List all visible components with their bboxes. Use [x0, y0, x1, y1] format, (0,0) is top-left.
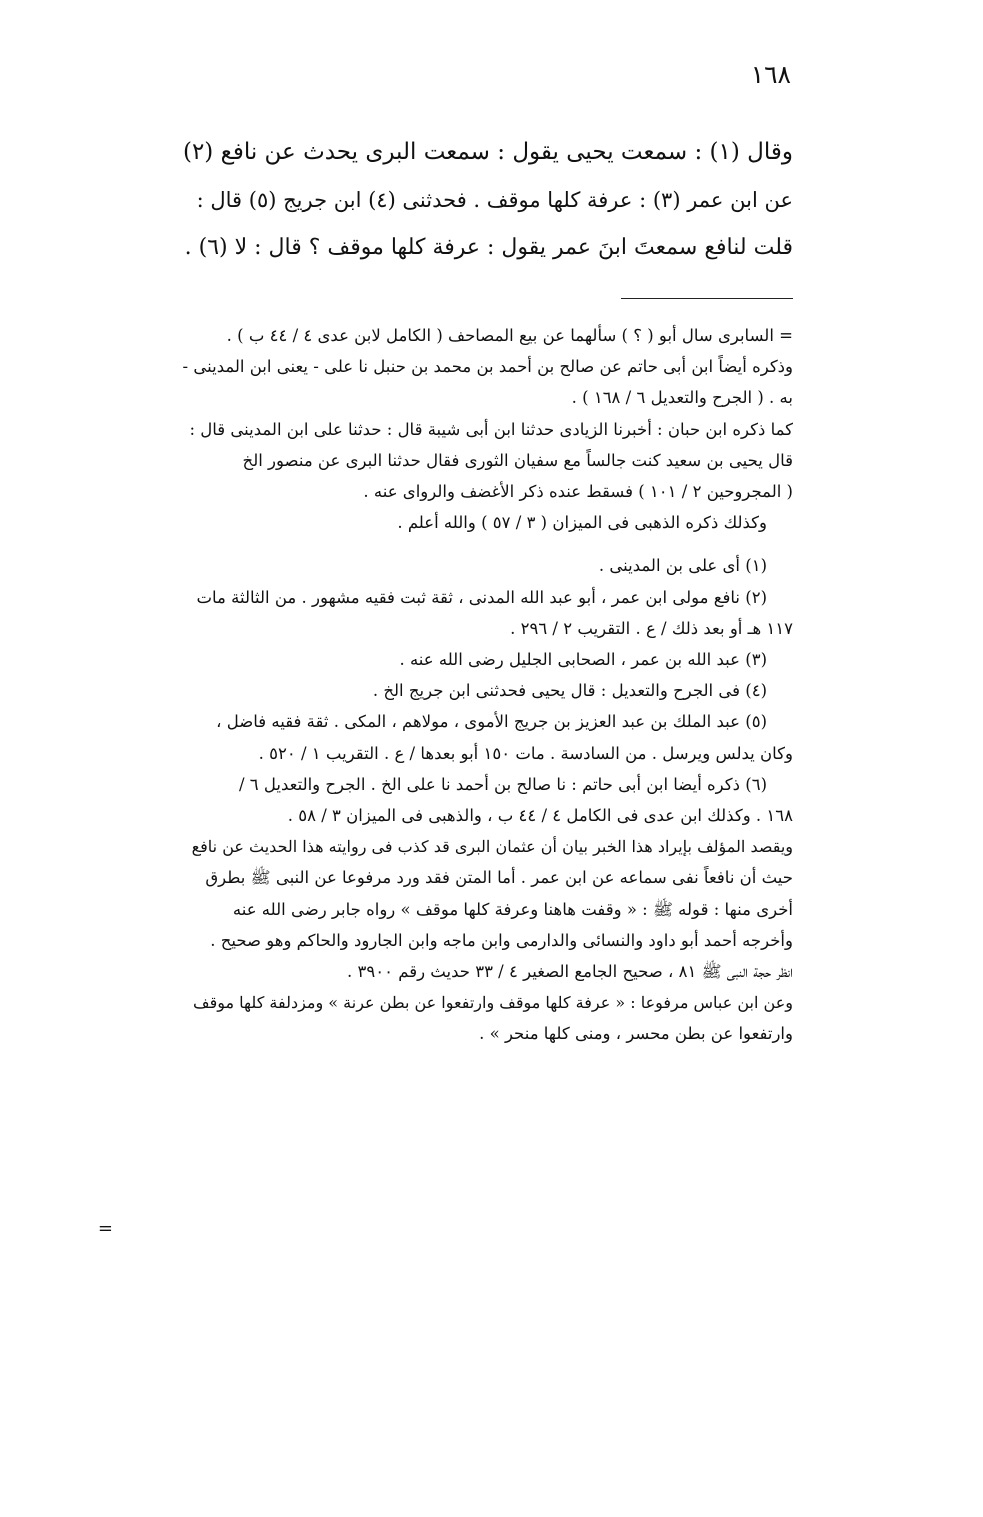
continuation-mark: =: [97, 1218, 113, 1239]
footnote-6: (٦) ذكره أيضا ابن أبى حاتم : نا صالح بن أحمد نا على الخ . الجرح والتعديل ٦ /: [238, 774, 767, 794]
footnote-continued-line: قال يحيى بن سعيد كنت جالساً مع سفيان الثورى فقال حدثنا البرى عن منصور الخ: [242, 450, 793, 470]
main-text-line: قلت لنافع سمعتَ ابنَ عمر يقول : عرفة كلها موقف ؟ قال : لا (٦) .: [184, 235, 793, 260]
footnote-5: (٥) عبد الملك بن عبد العزيز بن جريج الأموى ، مولاهم ، المكى . ثقة فقيه فاضل ،: [216, 712, 767, 732]
footnote-6-cont: وارتفعوا عن بطن محسر ، ومنى كلها منحر » .: [479, 1024, 793, 1044]
footnote-continued-line: كما ذكره ابن حبان : أخبرنا الزيادى حدثنا ابن أبى شيبة قال : حدثنا على ابن المدينى قال :: [189, 419, 793, 439]
footnote-4: (٤) فى الجرح والتعديل : قال يحيى فحدثنى ابن جريج الخ .: [372, 681, 767, 701]
footnote-1: (١) أى على بن المدينى .: [598, 556, 767, 576]
footnote-3: (٣) عبد الله بن عمر ، الصحابى الجليل رضى الله عنه .: [399, 650, 767, 670]
main-text: [183, 128, 793, 272]
footnotes: [183, 320, 793, 1050]
footnote-6-cont: وعن ابن عباس مرفوعا : « عرفة كلها موقف وارتفعوا عن بطن عرنة » ومزدلفة كلها موقف: [193, 993, 793, 1013]
footnote-gap: [183, 538, 793, 550]
footnote-continued-line: ( المجروحين ٢ / ١٠١ ) فسقط عنده ذكر الأغضف والرواى عنه .: [363, 482, 793, 502]
footnote-6-cont: ١٦٨ . وكذلك ابن عدى فى الكامل ٤ / ٤٤ ب ، والذهبى فى الميزان ٣ / ٥٨ .: [287, 806, 793, 826]
footnote-continued-line: وذكره أيضاً ابن أبى حاتم عن صالح بن أحمد بن محمد بن حنبل نا على - يعنى ابن المدينى -: [182, 357, 793, 377]
footnote-2-cont: ١١٧ هـ أو بعد ذلك / ع . التقريب ٢ / ٢٩٦ .: [510, 618, 793, 638]
footnote-continued-line: به . ( الجرح والتعديل ٦ / ١٦٨ ) .: [571, 388, 793, 408]
main-text-line: عن ابن عمر (٣) : عرفة كلها موقف . فحدثنى (٤) ابن جريج (٥) قال :: [196, 188, 793, 212]
footnote-continued-line: = السابرى سال أبو ( ؟ ) سألهما عن بيع المصاحف ( الكامل لابن عدى ٤ / ٤٤ ب ) .: [226, 326, 793, 345]
footnote-6-cont: حيث أن نافعاً نفى سماعه عن ابن عمر . أما المتن فقد ورد مرفوعا عن النبى ﷺ بطرق: [205, 868, 793, 888]
footnote-6-cont: أخرى منها : قوله ﷺ : « وقفت هاهنا وعرفة كلها موقف » رواه جابر رضى الله عنه: [232, 899, 793, 919]
footnote-divider: [621, 298, 793, 299]
footnote-6-cont: وأخرجه أحمد أبو داود والنسائى والدارمى وابن ماجه وابن الجارود والحاكم وهو صحيح .: [210, 930, 793, 950]
footnote-continued-line: وكذلك ذكره الذهبى فى الميزان ( ٣ / ٥٧ ) والله أعلم .: [397, 513, 767, 533]
footnote-6-cont: انظر حجة النبى ﷺ ٨١ ، صحيح الجامع الصغير ٤ / ٣٣ حديث رقم ٣٩٠٠ .: [347, 962, 793, 982]
footnote-6-cont: ويقصد المؤلف بإيراد هذا الخبر بيان أن عثمان البرى قد كذب فى روايته هذا الحديث عن نافع: [191, 837, 793, 857]
footnote-2: (٢) نافع مولى ابن عمر ، أبو عبد الله المدنى ، ثقة ثبت فقيه مشهور . من الثالثة مات: [196, 587, 767, 607]
main-text-line: وقال (١) : سمعت يحيى يقول : سمعت البرى يحدث عن نافع (٢): [182, 139, 793, 165]
footnote-5-cont: وكان يدلس ويرسل . من السادسة . مات ١٥٠ أبو بعدها / ع . التقريب ١ / ٥٢٠ .: [258, 743, 793, 763]
page-number: ١٦٨: [750, 60, 791, 89]
